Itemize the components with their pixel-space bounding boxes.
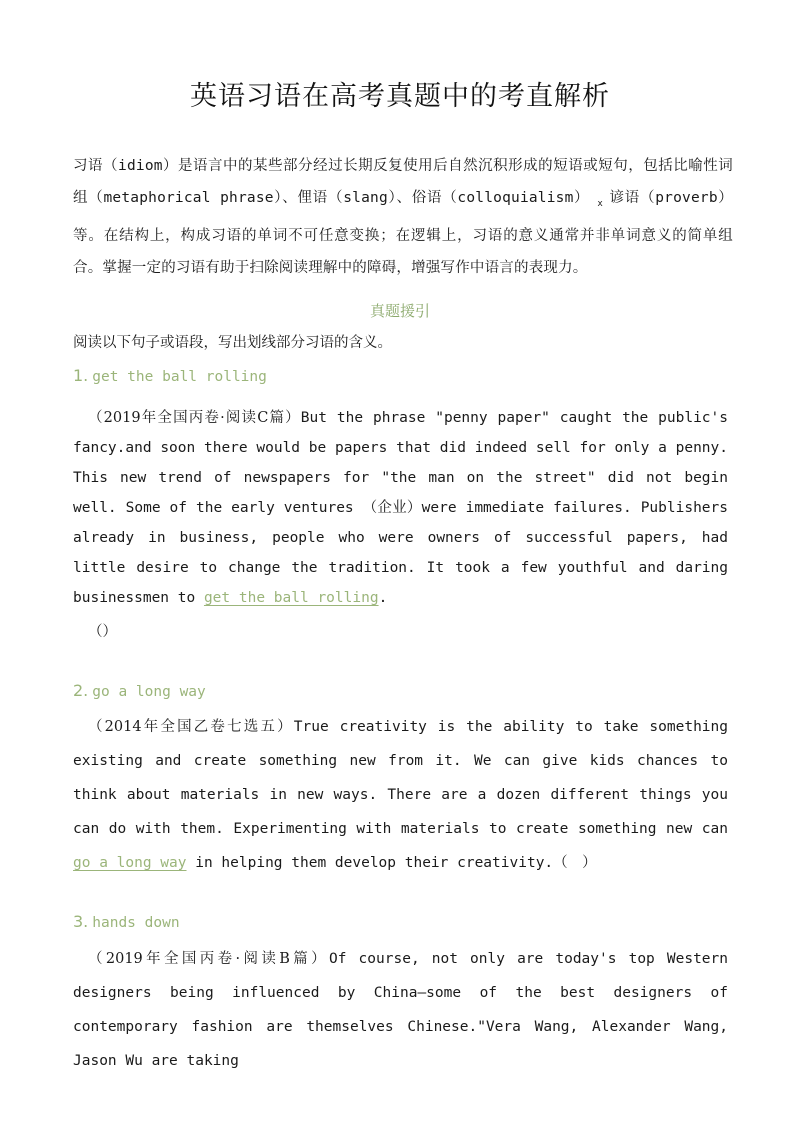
idiom-heading-2 [73,681,206,700]
intro-text-part1: 习语（idiom）是语言中的某些部分经过长期反复使用后自然沉积形成的短语或短句，包括比喻性词组（metaphorical phrase）、俚语（slang）、俗语（colloquialism） [73,158,733,206]
underlined-idiom: get the ball rolling [203,590,379,606]
passage-text-end: . [378,590,388,606]
instruction-text: 阅读以下句子或语段，写出划线部分习语的含义。 [73,335,392,351]
answer-blank-1: （） [88,624,117,640]
idiom-number: 2. [73,681,89,700]
passage-source: （2019年全国丙卷·阅读B篇） [88,951,329,967]
intro-text-part2: 谚语（proverb）等。在结构上，构成习语的单词不可任意变换；在逻辑上，习语的意义通常并非单词意义的简单组合。掌握一定的习语有助于扫除阅读理解中的障碍，增强写作中语言的表现力。 [73,190,734,276]
passage-text: Of course, not only are today's top Western designers being influenced by China—some of the best designers of contemporary fashion are themselves Chinese."Vera Wang, Alexander Wang, Jason Wu are taking [73,951,728,1069]
idiom-label: go a long way [92,684,206,700]
passage-source: （2019年全国丙卷·阅读C篇） [88,410,301,426]
intro-paragraph [73,150,733,284]
passage-text: But the phrase "penny paper" caught the public's fancy.and soon there would be papers that did indeed sell for only a penny. This new trend of newspapers for "the man on the street" did not begin well. Some of the early ventures （企业）were immediate failures. Publishers already in business, people who were owners of successful papers, had little desire to change the tradition. It took a few youthful and daring businessmen to [73,410,728,606]
page-title: 英语习语在高考真题中的考直解析 [190,81,610,112]
idiom-number: 1. [73,366,89,385]
passage-1 [73,403,728,613]
intro-subscript: x [597,199,603,209]
underlined-idiom: go a long way [73,855,187,871]
idiom-number: 3. [73,912,89,931]
section-heading: 真题援引 [369,302,430,320]
passage-text-end: in helping them develop their creativity.（ ） [186,855,597,871]
passage-source: （2014年全国乙卷七选五） [88,719,294,735]
idiom-label: get the ball rolling [92,369,267,385]
passage-3 [73,942,728,1078]
idiom-label: hands down [92,915,180,931]
passage-text: True creativity is the ability to take something existing and create something new from it. We can give kids chances to think about materials in new ways. There are a dozen different things you can do with them. Experimenting with materials to create something new can [73,719,728,837]
idiom-heading-1 [73,366,267,385]
idiom-heading-3 [73,912,180,931]
passage-2 [73,710,728,880]
